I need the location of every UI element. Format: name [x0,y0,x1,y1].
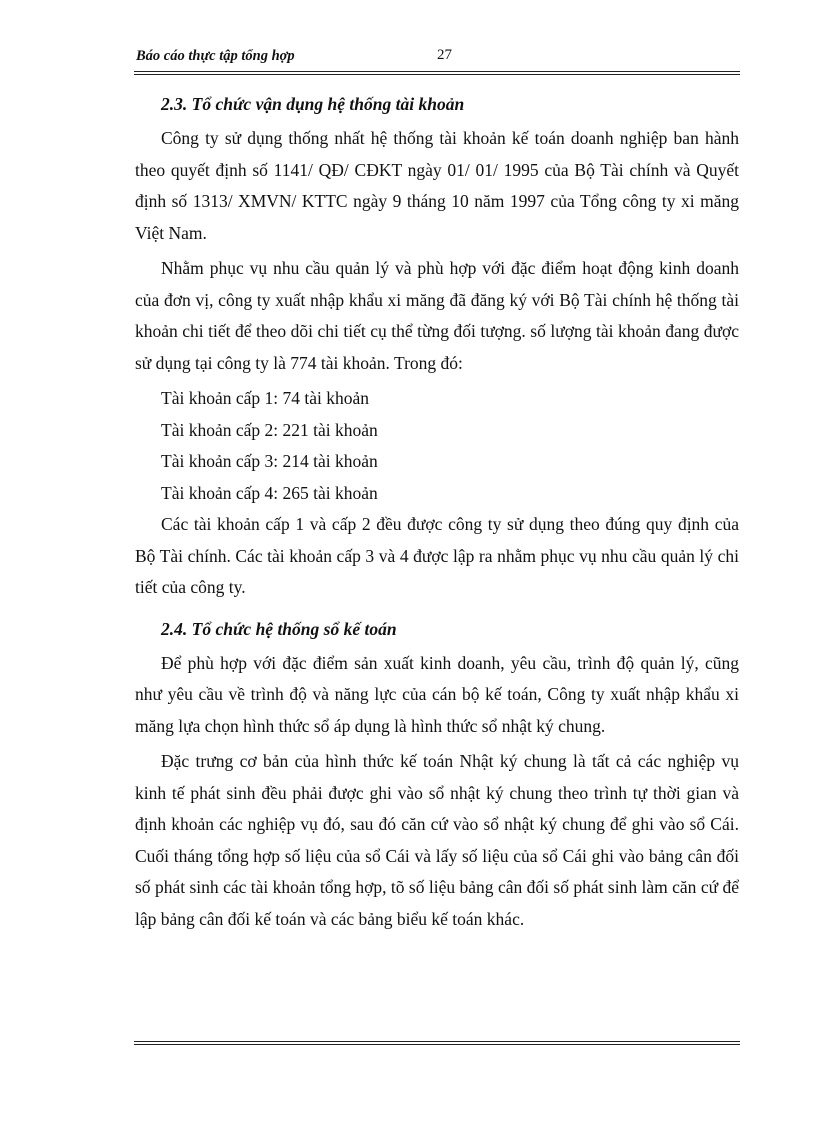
account-level-item: Tài khoản cấp 3: 214 tài khoản [161,451,378,471]
page-header-title: Báo cáo thực tập tổng hợp [136,48,295,64]
account-level-item: Tài khoản cấp 1: 74 tài khoản [161,388,369,408]
page-number: 27 [437,47,452,63]
paragraph: Các tài khoản cấp 1 và cấp 2 đều được công ty sử dụng theo đúng quy định của Bộ Tài chính. Các tài khoản cấp 3 và 4 được lập ra nhằm phục vụ nhu cầu quản lý chi tiết của công ty. [135,514,739,597]
paragraph: Công ty sử dụng thống nhất hệ thống tài khoản kế toán doanh nghiệp ban hành theo quyết định số 1141/ QĐ/ CĐKT ngày 01/ 01/ 1995 của Bộ Tài chính và Quyết định số 1313/ XMVN/ KTTC ngày 9 tháng 10 năm 1997 của Tổng công ty xi măng Việt Nam. [135,128,739,243]
header-rule [134,71,740,75]
document-body [135,89,739,939]
paragraph: Đặc trưng cơ bản của hình thức kế toán Nhật ký chung là tất cả các nghiệp vụ kinh tế phát sinh đều phải được ghi vào sổ nhật ký chung theo trình tự thời gian và định khoản các nghiệp vụ đó, sau đó căn cứ vào sổ nhật ký chung để ghi vào sổ Cái. Cuối tháng tổng hợp số liệu của sổ Cái và lấy số liệu của sổ Cái ghi vào bảng cân đối số phát sinh các tài khoản tổng hợp, tõ số liệu bảng cân đối số phát sinh làm căn cứ để lập bảng cân đối kế toán và các bảng biểu kế toán khác. [135,751,739,929]
section-heading-2-4: 2.4. Tổ chức hệ thống sổ kế toán [161,618,397,639]
account-level-item: Tài khoản cấp 4: 265 tài khoản [161,482,378,503]
paragraph: Để phù hợp với đặc điểm sản xuất kinh doanh, yêu cầu, trình độ quản lý, cũng như yêu cầu về trình độ và năng lực của cán bộ kế toán, Công ty xuất nhập khẩu xi măng lựa chọn hình thức sổ áp dụng là hình thức sổ nhật ký chung. [135,652,739,736]
footer-rule [134,1041,740,1045]
paragraph: Nhằm phục vụ nhu cầu quản lý và phù hợp với đặc điểm hoạt động kinh doanh của đơn vị, công ty xuất nhập khẩu xi măng đã đăng ký với Bộ Tài chính hệ thống tài khoản chi tiết để theo dõi chi tiết cụ thể từng đối tượng. số lượng tài khoản đang được sử dụng tại công ty là 774 tài khoản. Trong đó: [135,258,739,373]
account-level-item: Tài khoản cấp 2: 221 tài khoản [161,419,378,440]
section-heading-2-3: 2.3. Tổ chức vận dụng hệ thống tài khoản [161,94,465,114]
